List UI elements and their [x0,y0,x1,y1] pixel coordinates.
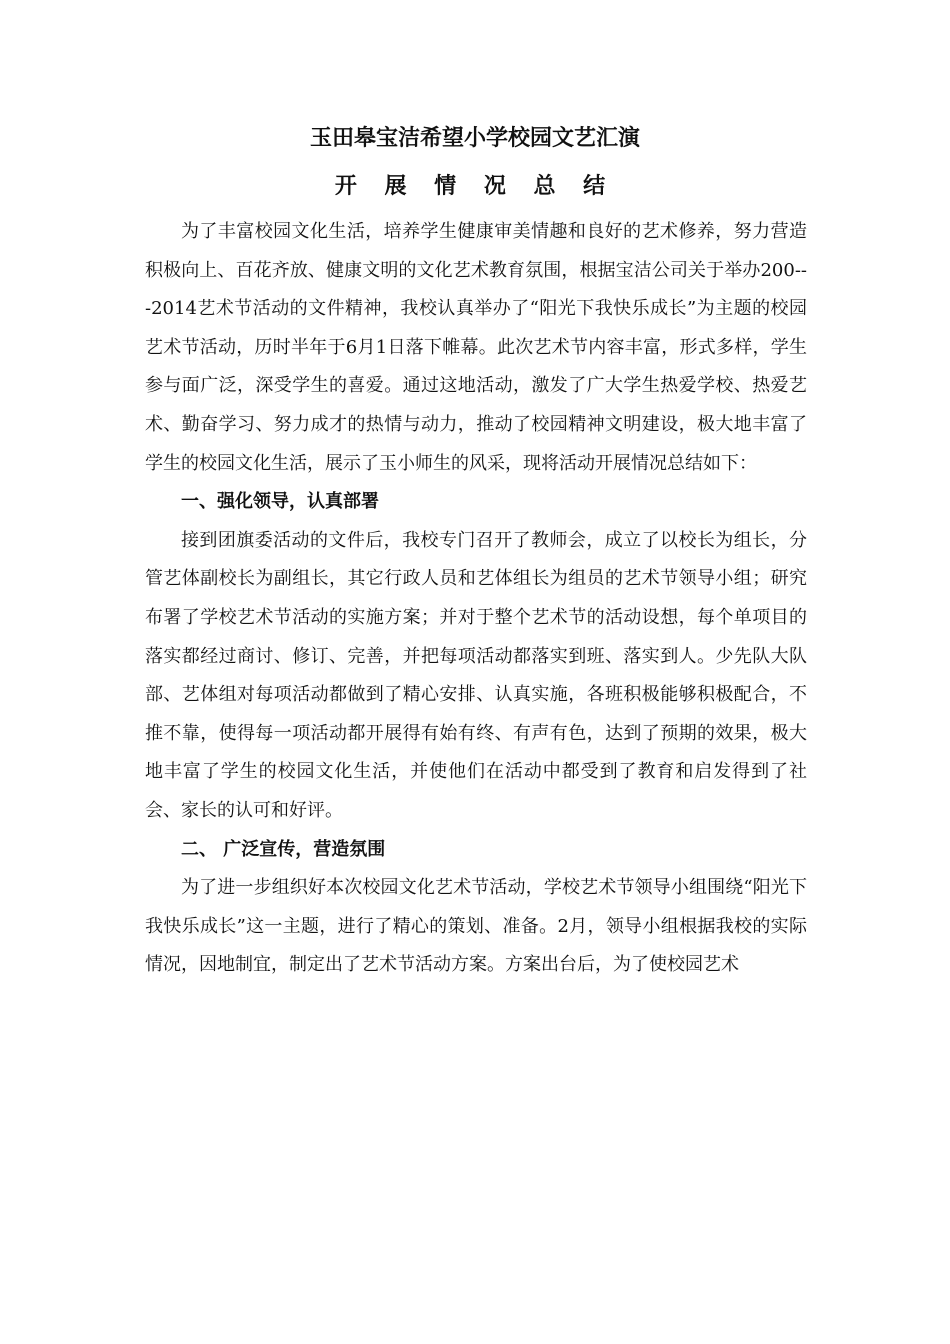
document-title: 玉田皋宝洁希望小学校园文艺汇演 [309,125,640,151]
section-2-heading: 二、 广泛宣传，营造氛围 [181,838,386,860]
document-subtitle: 开 展 情 况 总 结 [334,173,616,199]
section-1-heading: 一、强化领导，认真部署 [181,491,379,513]
document-body [145,213,807,985]
section-2-paragraph: 为了进一步组织好本次校园文化艺术节活动，学校艺术节领导小组围绕“阳光下我快乐成长”这一主题，进行了精心的策划、准备。2月，领导小组根据我校的实际情况，因地制宜，制定出了艺术节活动方案。方案出台后，为了使校园艺术 [145,877,807,976]
section-1-paragraph: 接到团旗委活动的文件后，我校专门召开了教师会，成立了以校长为组长，分管艺体副校长为副组长，其它行政人员和艺体组长为组员的艺术节领导小组；研究布署了学校艺术节活动的实施方案；并对于整个艺术节的活动设想，每个单项目的落实都经过商讨、修订、完善，并把每项活动都落实到班、落实到人。少先队大队部、艺体组对每项活动都做到了精心安排、认真实施，各班积极能够积极配合，不推不靠，使得每一项活动都开展得有始有终、有声有色，达到了预期的效果，极大地丰富了学生的校园文化生活，并使他们在活动中都受到了教育和启发得到了社会、家长的认可和好评。 [145,529,807,821]
intro-paragraph: 为了丰富校园文化生活，培养学生健康审美情趣和良好的艺术修养，努力营造积极向上、百花齐放、健康文明的文化艺术教育氛围，根据宝洁公司关于举办200---2014艺术节活动的文件精神，我校认真举办了“阳光下我快乐成长”为主题的校园艺术节活动，历时半年于6月1日落下帷幕。此次艺术节内容丰富，形式多样，学生参与面广泛，深受学生的喜爱。通过这地活动，激发了广大学生热爱学校、热爱艺术、勤奋学习、努力成才的热情与动力，推动了校园精神文明建设，极大地丰富了学生的校园文化生活，展示了玉小师生的风采，现将活动开展情况总结如下： [145,221,807,474]
